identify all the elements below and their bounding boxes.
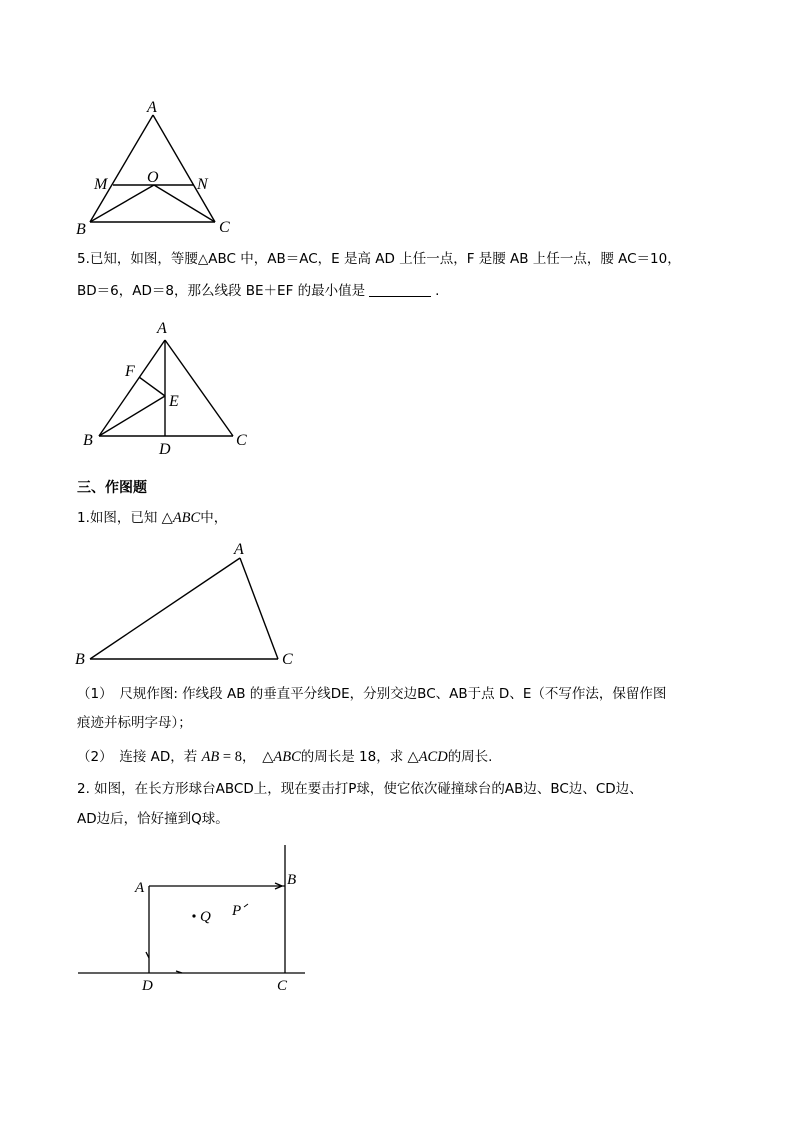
figure-triangle-abc: [70, 538, 310, 673]
label-f: F: [125, 363, 135, 380]
problem-5-text-1: 5.已知，如图，等腰△ABC 中，AB＝AC，E 是高 AD 上任一点，F 是腰 AB 上任一点，腰 AC＝10，: [77, 251, 681, 267]
section-heading: [77, 478, 147, 498]
q2-text-1: 2. 如图，在长方形球台ABCD上，现在要击打P球，使它依次碰撞球台的AB边、BC边、CD边、: [77, 781, 643, 797]
label-a: A: [234, 541, 244, 558]
section-title: 三、作图题: [77, 480, 147, 496]
q1-part2: [77, 747, 492, 767]
q1-suffix: 中，: [200, 510, 228, 526]
triangle-symbol-2: △: [407, 749, 419, 765]
label-a: A: [157, 320, 167, 337]
ball-p-tick: [244, 904, 248, 907]
label-b: B: [75, 651, 85, 668]
label-p: P: [232, 903, 242, 919]
q1-part1-line1: [77, 684, 666, 704]
label-d: D: [159, 441, 171, 458]
ball-q-dot: [192, 914, 195, 917]
figure-triangle-altitude: [75, 316, 265, 466]
question-2-line1: [77, 779, 643, 799]
label-b: B: [76, 221, 86, 238]
label-b: B: [83, 432, 93, 449]
label-q: Q: [200, 909, 211, 925]
label-a: A: [147, 99, 157, 116]
q1-part2-mid: 的周长是 18，求: [300, 749, 408, 765]
label-d: D: [142, 978, 153, 994]
q1-part1-text-1: （1） 尺规作图: 作线段 AB 的垂直平分线DE，分别交边BC、AB于点 D、E（不写作法，保留作图: [77, 686, 667, 702]
q1-part2-suffix: 的周长.: [447, 749, 493, 765]
problem-5-text-2: BD＝6，AD＝8，那么线段 BE＋EF 的最小值是: [77, 283, 366, 299]
q2-text-2: AD边后，恰好撞到Q球。: [77, 811, 229, 827]
label-a: A: [135, 880, 145, 896]
math-abc: ABC: [273, 749, 301, 765]
question-1-intro: [77, 508, 227, 528]
label-n: N: [197, 176, 208, 193]
math-abc: ABC: [172, 510, 201, 526]
answer-blank[interactable]: [369, 282, 431, 297]
q1-part1-text-2: 痕迹并标明字母）；: [77, 715, 192, 731]
label-b: B: [287, 872, 297, 888]
label-o: O: [147, 169, 159, 186]
problem-5-line-2: [77, 281, 439, 301]
figure-triangle-mon: [70, 95, 250, 240]
label-e: E: [169, 393, 179, 410]
segment-be: [99, 396, 165, 436]
label-c: C: [236, 432, 247, 449]
side-ab: [90, 115, 153, 222]
triangle-symbol: △: [262, 749, 274, 765]
label-c: C: [277, 978, 288, 994]
side-ac: [240, 558, 278, 659]
math-ab: AB: [201, 749, 220, 765]
math-acd: ACD: [418, 749, 448, 765]
side-ab: [90, 558, 240, 659]
q1-part2-prefix: （2） 连接 AD，若: [77, 749, 202, 765]
q1-prefix: 1.如图，已知: [77, 510, 162, 526]
segment-fe: [139, 377, 165, 396]
label-m: M: [94, 176, 108, 193]
label-c: C: [282, 651, 293, 668]
triangle-symbol: △: [161, 510, 173, 526]
q1-part2-comma: ，: [241, 749, 263, 765]
question-2-line2: [77, 809, 229, 829]
label-c: C: [219, 219, 230, 236]
math-eq: = 8: [219, 749, 242, 765]
problem-5-suffix: .: [435, 283, 440, 299]
side-ac: [165, 340, 233, 436]
figure-pool-table: [70, 840, 320, 1000]
q1-part1-line2: [77, 713, 192, 733]
problem-5-line-1: [77, 249, 681, 269]
side-ac: [153, 115, 215, 222]
